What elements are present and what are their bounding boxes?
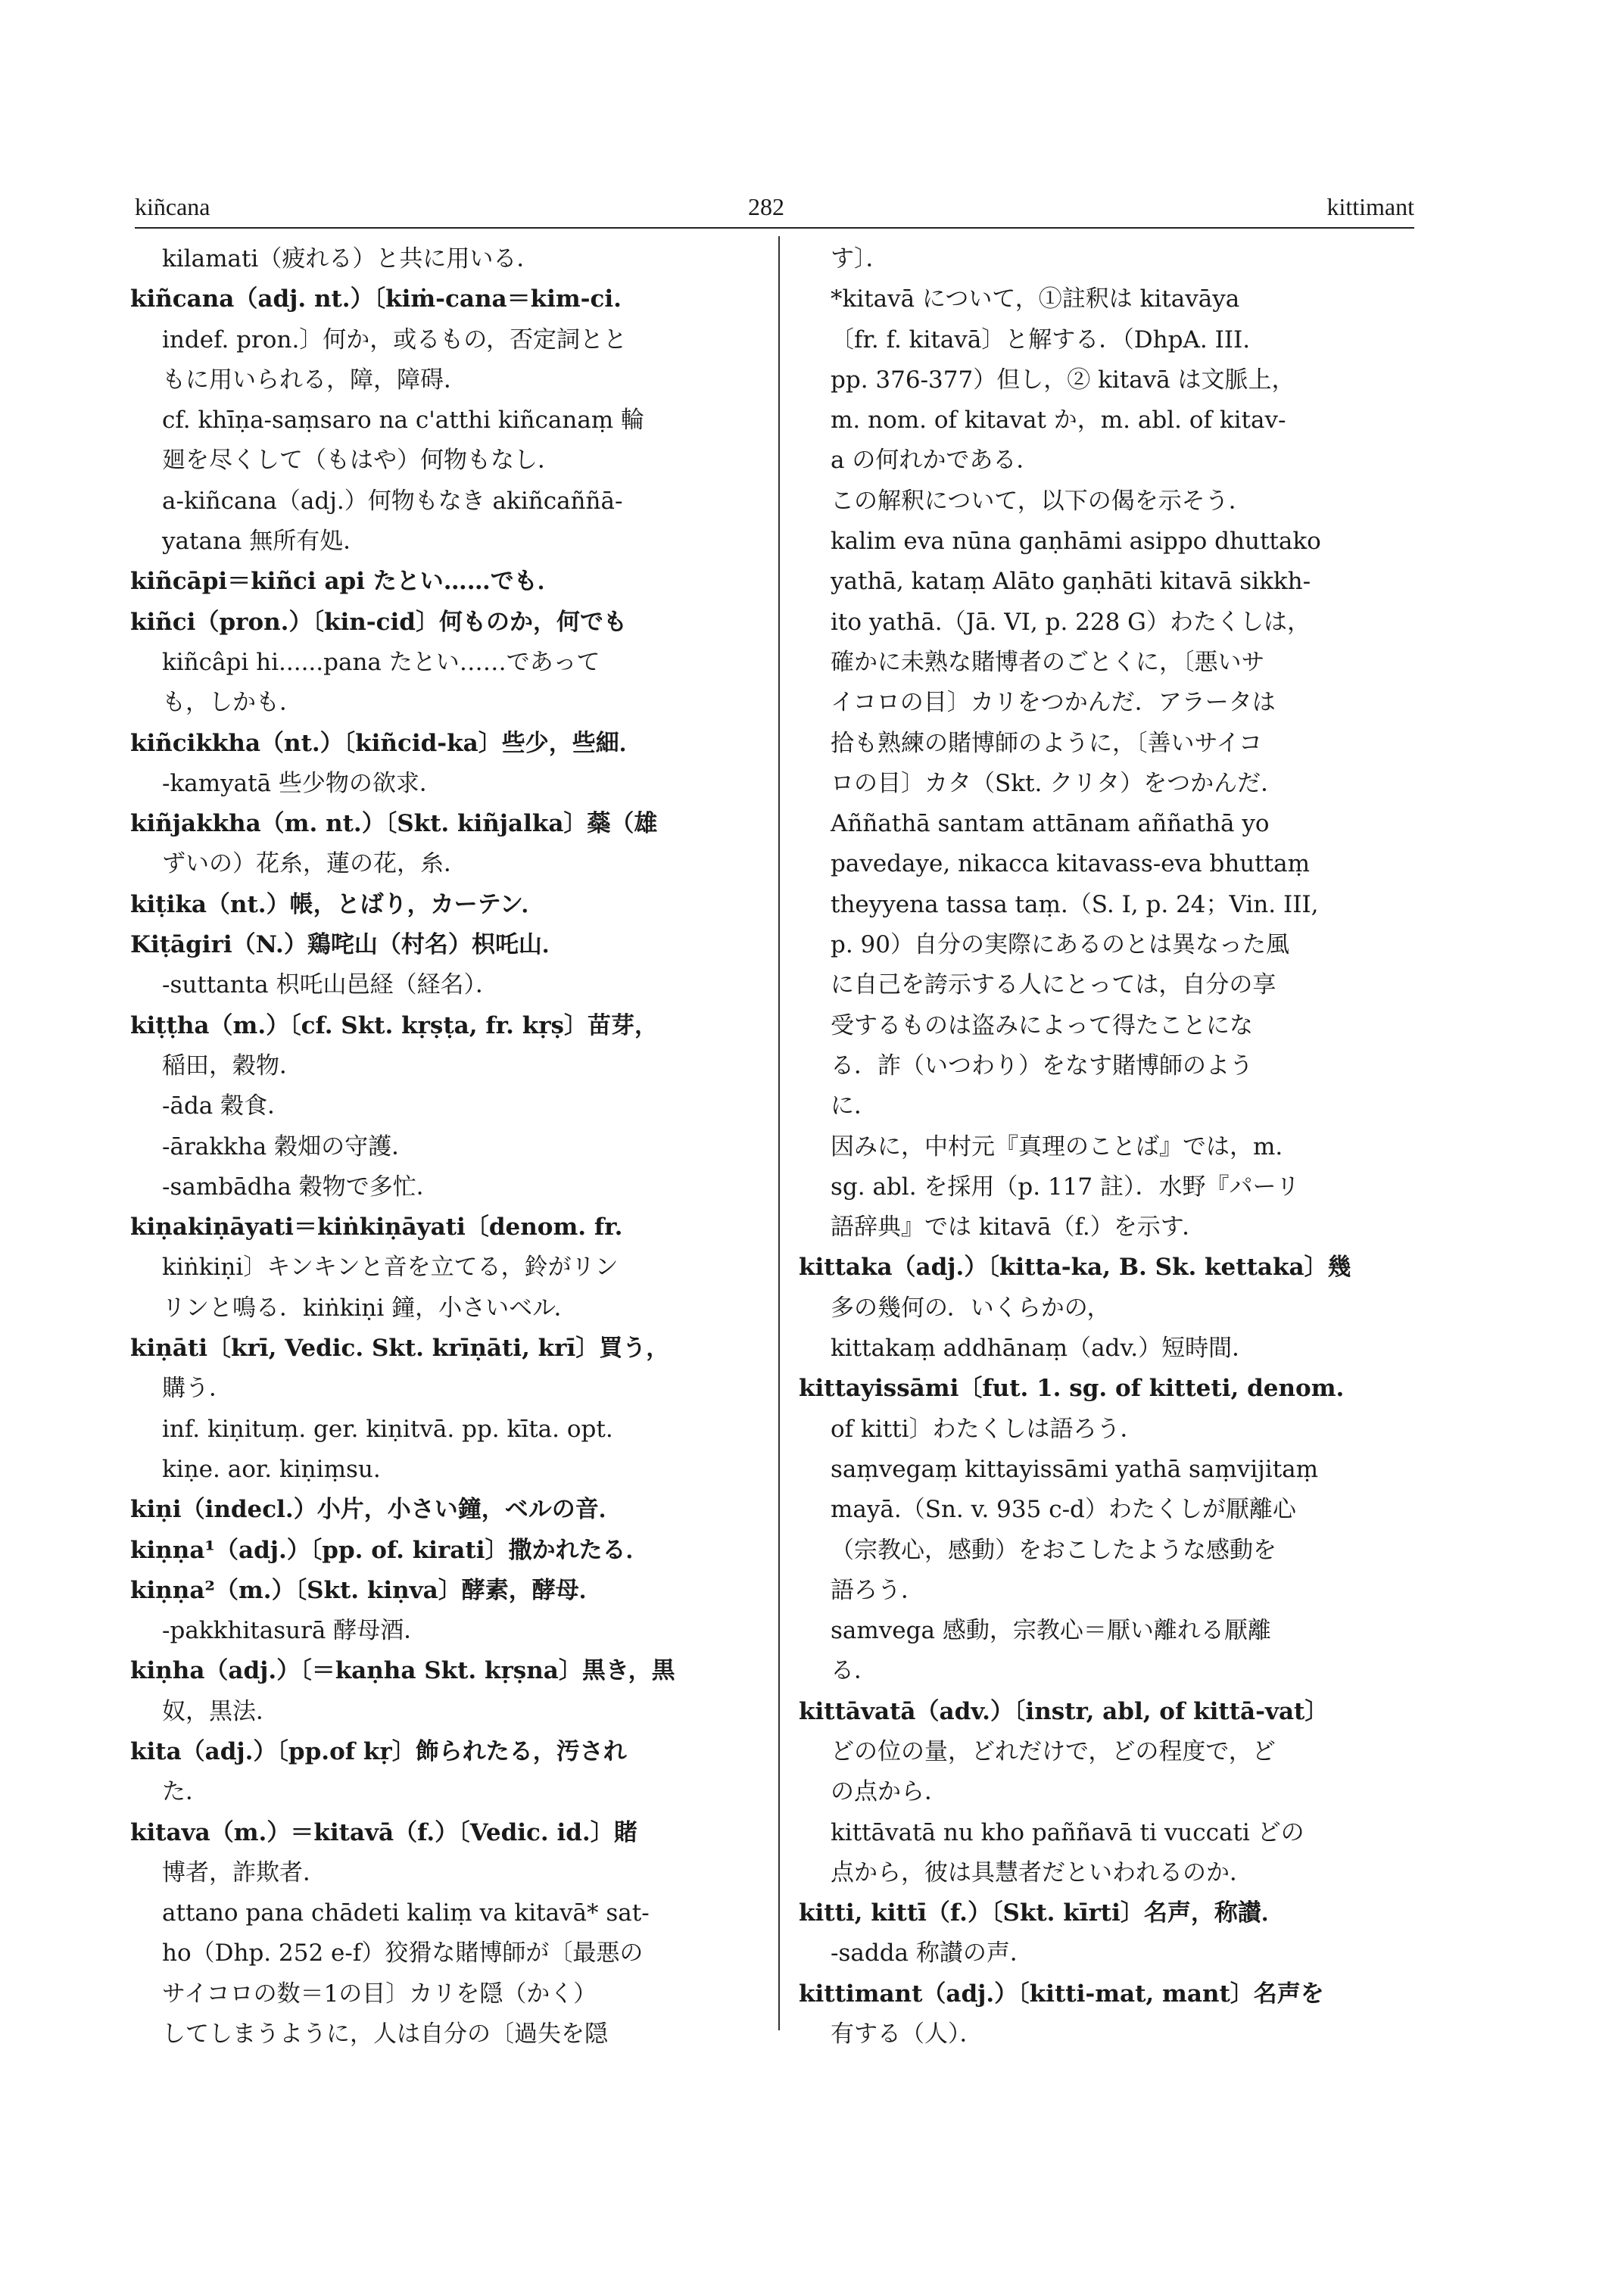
entry-headline: kiñjakkha（m. nt.）〔Skt. kiñjalka〕蘂（雄	[130, 810, 658, 838]
entry-headline: kittayissāmi〔fut. 1. sg. of kitteti, denom.	[799, 1375, 1345, 1403]
entry-text-line: してしまうように，人は自分の〔過失を隠	[162, 2020, 608, 2048]
entry-text-line: samvega 感動，宗教心＝厭い離れる厭離	[831, 1617, 1271, 1645]
entry-text-line: kalim eva nūna gaṇhāmi asippo dhuttako	[831, 528, 1321, 556]
entry-headline: kittaka（adj.）〔kitta-ka, B. Sk. kettaka〕幾	[799, 1254, 1351, 1282]
entry-text-line: a の何れかである．	[831, 447, 1040, 475]
entry-text-line: inf. kiṇituṃ. ger. kiṇitvā. pp. kīta. opt.	[162, 1415, 613, 1443]
entry-text-line: る．	[831, 1657, 877, 1685]
entry-text-line: 稲田，穀物．	[162, 1051, 303, 1080]
entry-text-line: 受するものは盗みによって得たことにな	[831, 1011, 1253, 1039]
entry-text-line: 有する（人）．	[831, 2020, 983, 2048]
entry-text-line: ロの目〕カタ（Skt. クリタ）をつかんだ．	[831, 769, 1285, 797]
entry-text-line: attano pana chādeti kaliṃ va kitavā* sat-	[162, 1899, 650, 1927]
running-head-left: kiñcana	[135, 193, 210, 220]
entry-headline: kita（adj.）〔pp.of kṛ〕飾られたる，汚され	[130, 1737, 627, 1765]
entry-text-line: mayā.（Sn. v. 935 c-d）わたくしが厭離心	[831, 1496, 1296, 1524]
entry-text-line: に自己を誇示する人にとっては，自分の享	[831, 971, 1276, 999]
entry-headline: kitava（m.）＝kitavā（f.）〔Vedic. id.〕賭	[130, 1818, 637, 1846]
page-number: 282	[748, 193, 784, 220]
entry-text-line: kittāvatā nu kho paññavā ti vuccati どの	[831, 1818, 1304, 1846]
entry-text-line: kiṅkiṇi〕キンキンと音を立てる，鈴がリン	[162, 1254, 619, 1282]
entry-text-line: る．詐（いつわり）をなす賭博師のよう	[831, 1051, 1253, 1080]
entry-headline: kiñci（pron.）〔kin-cid〕何ものか，何でも	[130, 608, 627, 636]
entry-text-line: 語ろう．	[831, 1576, 924, 1604]
entry-text-line: 博者，詐欺者．	[162, 1858, 326, 1886]
entry-text-line: す〕．	[831, 245, 890, 273]
entry-headline: kittimant（adj.）〔kitti-mat, mant〕名声を	[799, 1980, 1324, 2008]
entry-text-line: kiṇe. aor. kiṇiṃsu.	[162, 1455, 381, 1483]
entry-text-line: saṃvegaṃ kittayissāmi yathā saṃvijitaṃ	[831, 1455, 1319, 1483]
entry-headline: Kiṭāgiri（N.）鶏咤山（村名）枳吒山．	[130, 931, 566, 959]
entry-text-line: *kitavā について，①註釈は kitavāya	[831, 285, 1240, 313]
entry-text-line: ずいの）花糸，蓮の花，糸．	[162, 850, 467, 878]
entry-text-line: m. nom. of kitavat か，m. abl. of kitav-	[831, 407, 1286, 435]
entry-headline: kiṭṭha（m.）〔cf. Skt. kṛṣṭa, fr. kṛṣ〕苗芽，	[130, 1011, 658, 1039]
entry-text-line: kittakaṃ addhānaṃ（adv.）短時間．	[831, 1335, 1256, 1363]
page-header	[135, 193, 1414, 231]
entry-text-line: indef. pron.〕何か，或るもの，否定詞とと	[162, 326, 628, 354]
entry-text-line: 〔fr. f. kitavā〕と解する．（DhpA. III.	[831, 326, 1251, 354]
entry-text-line: kilamati（疲れる）と共に用いる．	[162, 245, 541, 273]
entry-text-line: Aññathā santam attānam aññathā yo	[831, 810, 1270, 838]
entry-headline: kitti, kittī（f.）〔Skt. kīrti〕名声，称讃．	[799, 1899, 1285, 1927]
entry-text-line: 因みに，中村元『真理のことば』では，m.	[831, 1132, 1283, 1161]
entry-text-line: -kamyatā 些少物の欲求．	[162, 769, 443, 797]
entry-text-line: yatana 無所有処．	[162, 528, 367, 556]
entry-text-line: a-kiñcana（adj.）何物もなき akiñcaññā-	[162, 487, 623, 515]
entry-text-line: た．	[162, 1778, 209, 1806]
entry-text-line: kiñcâpi hi......pana たとい……であって	[162, 648, 600, 676]
entry-text-line: 確かに未熟な賭博者のごとくに，〔悪いサ	[831, 648, 1265, 676]
entry-headline: kiṇi（indecl.）小片，小さい鐘，ベルの音．	[130, 1496, 622, 1524]
entry-text-line: of kitti〕わたくしは語ろう．	[831, 1415, 1144, 1443]
entry-text-line: p. 90）自分の実際にあるのとは異なった風	[831, 931, 1289, 959]
entry-headline: kiṇāti〔krī, Vedic. Skt. krīṇāti, krī〕買う，	[130, 1335, 670, 1363]
entry-text-line: -āda 穀食．	[162, 1092, 291, 1120]
entry-text-line: 多の幾何の．いくらかの，	[831, 1294, 1111, 1322]
entry-text-line: yathā, kataṃ Alāto gaṇhāti kitavā sikkh-	[831, 568, 1311, 596]
column-divider	[778, 236, 780, 2030]
entry-text-line: -pakkhitasurā 酵母酒．	[162, 1617, 428, 1645]
entry-headline: kiñcāpi＝kiñci api たとい……でも．	[130, 568, 561, 596]
entry-headline: kiṇṇa¹（adj.）〔pp. of. kirati〕撒かれたる．	[130, 1536, 650, 1564]
entry-headline: kiṇha（adj.）〔＝kaṇha Skt. kṛṣna〕黒き，黒	[130, 1657, 675, 1685]
entry-text-line: -sadda 称讃の声．	[831, 1939, 1033, 1967]
entry-text-line: -sambādha 穀物で多忙．	[162, 1173, 440, 1201]
entry-text-line: -suttanta 枳吒山邑経（経名）．	[162, 971, 500, 999]
entry-text-line: 拾も熟練の賭博師のように，〔善いサイコ	[831, 729, 1263, 757]
entry-text-line: ho（Dhp. 252 e-f）狡猾な賭博師が〔最悪の	[162, 1939, 644, 1967]
entry-headline: kiñcikkha（nt.）〔kiñcid-ka〕些少，些細．	[130, 729, 643, 757]
entry-text-line: リンと鳴る．kiṅkiṇi 鐘，小さいベル．	[162, 1294, 578, 1322]
entry-text-line: pp. 376-377）但し，② kitavā は文脈上，	[831, 366, 1295, 394]
entry-text-line: 廻を尽くして（もはや）何物もなし．	[162, 447, 561, 475]
entry-text-line: theyyena tassa taṃ.（S. I, p. 24；Vin. III,	[831, 890, 1319, 918]
entry-text-line: 奴，黒法．	[162, 1697, 279, 1725]
entry-text-line: も，しかも．	[162, 689, 303, 717]
entry-text-line: 点から，彼は具慧者だといわれるのか．	[831, 1858, 1253, 1886]
entry-text-line: -ārakkha 穀畑の守護．	[162, 1132, 416, 1161]
entry-headline: kiṭika（nt.）帳，とばり，カーテン．	[130, 890, 545, 918]
right-column	[799, 239, 1416, 2055]
entry-headline: kiṇakiṇāyati＝kiṅkiṇāyati〔denom. fr.	[130, 1213, 623, 1242]
entry-text-line: sg. abl. を採用（p. 117 註）．水野『パーリ	[831, 1173, 1300, 1201]
entry-headline: kittāvatā（adv.）〔instr, abl, of kittā-vat〕	[799, 1697, 1329, 1725]
entry-text-line: 購う．	[162, 1375, 232, 1403]
entry-text-line: この解釈について，以下の偈を示そう．	[831, 487, 1252, 515]
entry-text-line: （宗教心，感動）をおこしたような感動を	[831, 1536, 1276, 1564]
left-column	[130, 239, 770, 2055]
entry-text-line: に．	[831, 1092, 877, 1120]
entry-text-line: どの位の量，どれだけで，どの程度で，ど	[831, 1737, 1276, 1765]
entry-text-line: 語辞典』では kitavā（f.）を示す．	[831, 1213, 1206, 1242]
entry-text-line: サイコロの数＝1の目〕カリを隠（かく）	[162, 1980, 597, 2008]
entry-text-line: もに用いられる，障，障碍．	[162, 366, 467, 394]
entry-text-line: イコロの目〕カリをつかんだ．アラータは	[831, 689, 1276, 717]
running-head-right: kittimant	[1326, 193, 1414, 220]
header-rule	[135, 227, 1414, 229]
entry-headline: kiṇṇa²（m.）〔Skt. kiṇva〕酵素，酵母．	[130, 1576, 603, 1604]
entry-headline: kiñcana（adj. nt.）〔kiṁ-cana＝kim-ci.	[130, 285, 622, 313]
entry-text-line: pavedaye, nikacca kitavass-eva bhuttaṃ	[831, 850, 1310, 878]
entry-text-line: の点から．	[831, 1778, 948, 1806]
entry-text-line: ito yathā.（Jā. VI, p. 228 G）わたくしは，	[831, 608, 1311, 636]
entry-text-line: cf. khīṇa-saṃsaro na c'atthi kiñcanaṃ 輪	[162, 407, 645, 435]
